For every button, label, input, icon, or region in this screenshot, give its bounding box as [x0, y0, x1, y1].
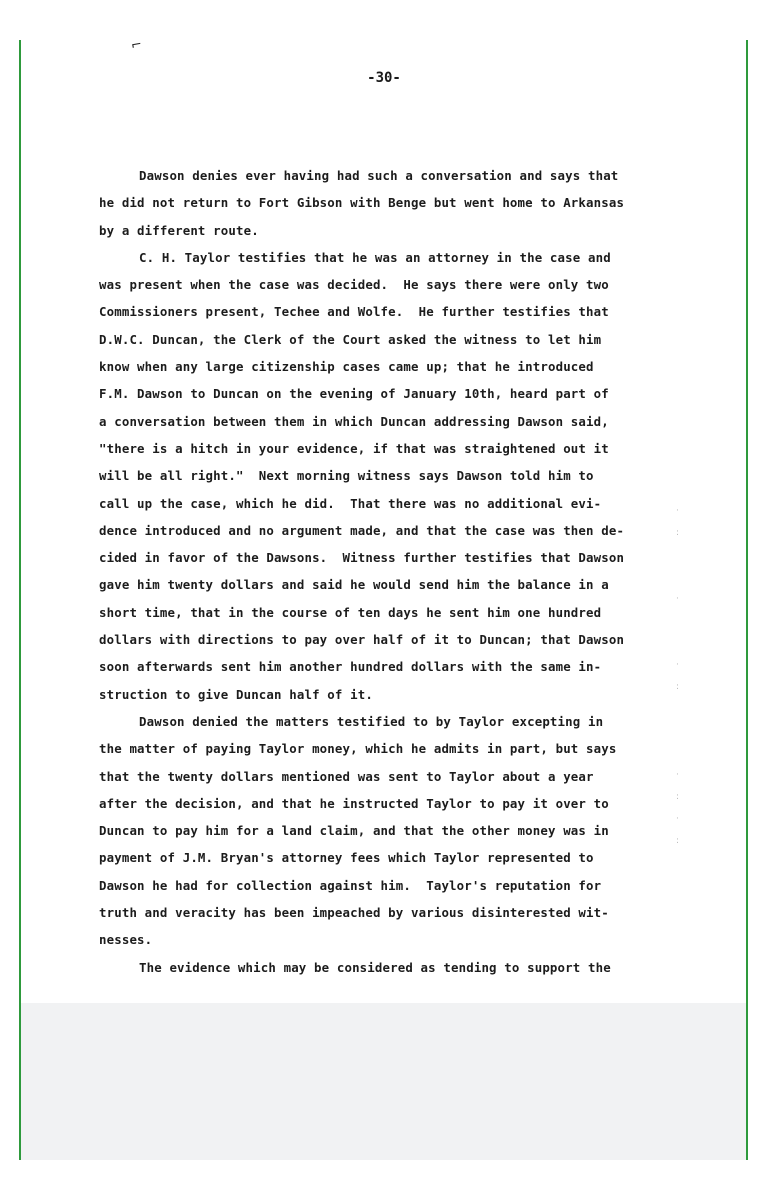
- text-line: soon afterwards sent him another hundred dollars with the same in-: [99, 659, 602, 675]
- viewer-bottom-strip: [0, 1160, 768, 1199]
- text-line: The evidence which may be considered as tending to support the: [139, 959, 611, 975]
- text-line: after the decision, and that he instructed Taylor to pay it over to: [99, 795, 609, 811]
- page-number: -30-: [367, 70, 401, 86]
- text-line: truth and veracity has been impeached by various disinterested wit-: [99, 905, 609, 921]
- text-line: C. H. Taylor testifies that he was an attorney in the case and: [139, 249, 611, 265]
- text-line: "there is a hitch in your evidence, if that was straightened out it: [99, 440, 609, 456]
- text-line: payment of J.M. Bryan's attorney fees which Taylor represented to: [99, 850, 594, 866]
- text-line: that the twenty dollars mentioned was sent to Taylor about a year: [99, 768, 594, 784]
- text-line: by a different route.: [99, 222, 259, 238]
- text-line: a conversation between them in which Duncan addressing Dawson said,: [99, 413, 609, 429]
- text-line: dollars with directions to pay over half of it to Duncan; that Dawson: [99, 632, 625, 648]
- text-line: know when any large citizenship cases came up; that he introduced: [99, 359, 594, 375]
- text-line: D.W.C. Duncan, the Clerk of the Court asked the witness to let him: [99, 331, 602, 347]
- text-line: Commissioners present, Techee and Wolfe. He further testifies that: [99, 304, 609, 320]
- text-line: nesses.: [99, 932, 153, 948]
- text-line: Dawson denied the matters testified to by Taylor excepting in: [139, 713, 604, 729]
- text-line: he did not return to Fort Gibson with Benge but went home to Arkansas: [99, 195, 625, 211]
- text-line: Duncan to pay him for a land claim, and that the other money was in: [99, 823, 609, 839]
- text-line: dence introduced and no argument made, and that the case was then de-: [99, 522, 625, 538]
- viewer-background: [21, 1003, 746, 1160]
- text-line: F.M. Dawson to Duncan on the evening of January 10th, heard part of: [99, 386, 609, 402]
- text-line: the matter of paying Taylor money, which he admits in part, but says: [99, 741, 617, 757]
- text-line: call up the case, which he did. That there was no additional evi-: [99, 495, 602, 511]
- document-body-text: [99, 162, 689, 981]
- handwritten-corner-mark: ⌐: [129, 37, 144, 54]
- text-line: will be all right." Next morning witness says Dawson told him to: [99, 468, 594, 484]
- viewer-border-right: [746, 40, 748, 1160]
- text-line: cided in favor of the Dawsons. Witness further testifies that Dawson: [99, 550, 625, 566]
- text-line: was present when the case was decided. He says there were only two: [99, 277, 609, 293]
- scan-artifact: · : · · : · : · :: [676, 506, 680, 846]
- text-line: Dawson he had for collection against him. Taylor's reputation for: [99, 877, 602, 893]
- text-line: gave him twenty dollars and said he would send him the balance in a: [99, 577, 609, 593]
- text-line: Dawson denies ever having had such a conversation and says that: [139, 168, 619, 183]
- text-line: struction to give Duncan half of it.: [99, 686, 373, 702]
- text-line: short time, that in the course of ten days he sent him one hundred: [99, 604, 602, 620]
